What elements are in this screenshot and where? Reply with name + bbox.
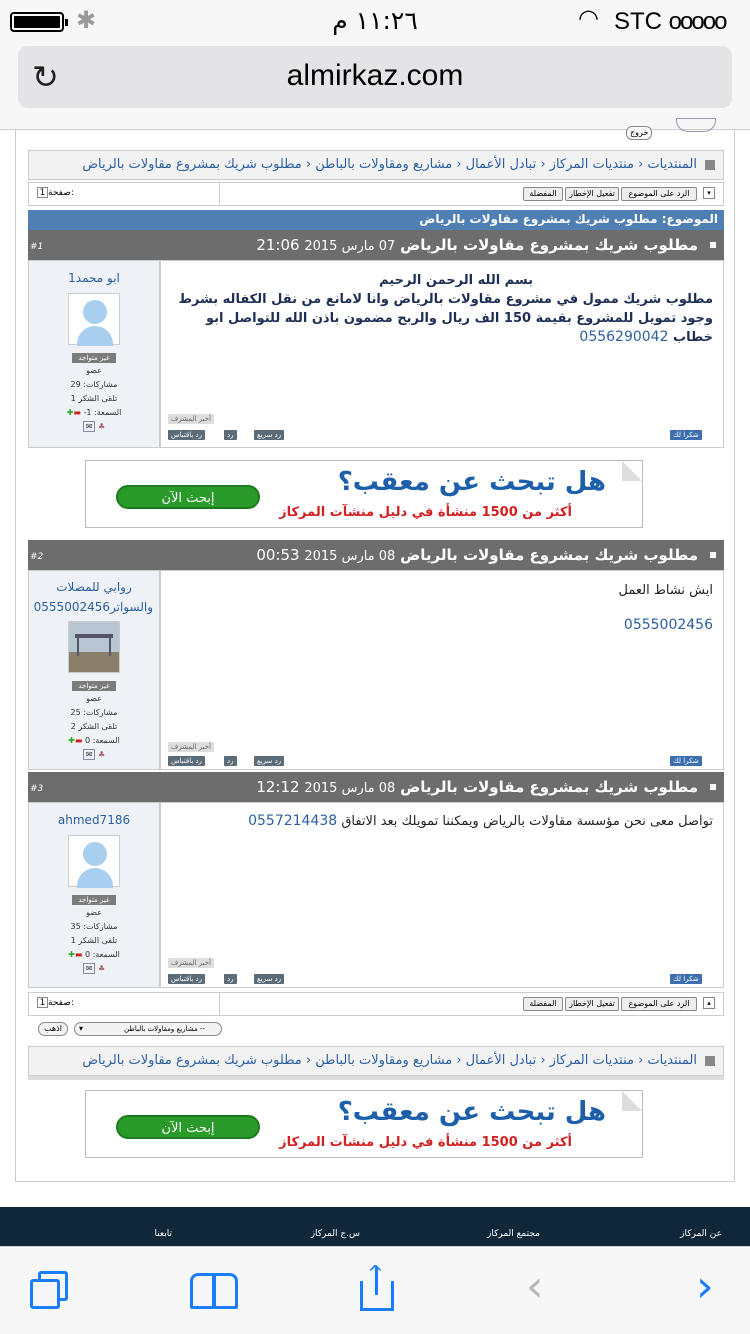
collapse-icon[interactable]: ▴: [703, 997, 715, 1009]
user-posts: مشاركات: 25: [70, 708, 118, 717]
post-header: [28, 230, 724, 260]
stamp-icon: ♣: [98, 750, 106, 759]
tabs-icon[interactable]: [30, 1271, 70, 1311]
pager: [34, 997, 74, 1008]
address-bar[interactable]: [18, 46, 732, 108]
quick-reply-button[interactable]: رد سريع: [254, 756, 284, 766]
post-text-line: مطلوب شريك ممول في مشروع مقاولات بالرياض وانا لامانع من نقل الكفاله بشرط: [178, 292, 713, 307]
signal-icon: ooooo: [668, 8, 726, 35]
thanks-button[interactable]: شكرا لك: [670, 756, 702, 766]
thread-toolbar: [28, 182, 724, 206]
chevron-down-icon: ▾: [79, 1024, 84, 1033]
carrier-label: STC ooooo: [614, 8, 726, 35]
ad-banner[interactable]: [85, 1090, 643, 1158]
browser-toolbar: [0, 1246, 750, 1334]
ad-search-button[interactable]: إبحث الآن: [116, 485, 260, 509]
topic-title-bar: الموضوع: مطلوب شريك بمشروع مقاولات بالرياض: [28, 210, 724, 230]
user-panel: [28, 570, 160, 770]
logout-button[interactable]: خروج: [626, 126, 652, 140]
breadcrumb-text[interactable]: المنتديات ‹ منتديات المركاز ‹ تبادل الأعمال ‹ مشاريع ومقاولات بالباطن ‹ مطلوب شريك بمشروع مقاولات بالرياض: [82, 1053, 697, 1068]
user-thanks: تلقى الشكر 1: [70, 936, 118, 945]
report-button[interactable]: أخبر المشرف: [168, 742, 214, 752]
bookmarks-icon[interactable]: [190, 1269, 240, 1313]
quote-reply-button[interactable]: رد باقتباس: [168, 756, 205, 766]
footer-link[interactable]: مجتمع المركاز: [487, 1229, 540, 1239]
breadcrumb-bottom: [28, 1046, 724, 1076]
stamp-icon: ♣: [98, 964, 106, 973]
user-rating: السمعة: 0 ▬✚: [68, 736, 120, 745]
post-text-line: وجود تمويل للمشروع بقيمة 150 الف ريال والربح مضمون باذن الله للتواصل ابو: [205, 311, 713, 326]
plus-icon: ✚: [68, 950, 75, 959]
url-text[interactable]: almirkaz.com: [286, 59, 464, 92]
username[interactable]: ahmed7186: [57, 813, 131, 827]
ad-headline: هل تبحث عن معقب؟: [337, 467, 606, 497]
stamp-icon: ♣: [98, 422, 106, 431]
reply-button[interactable]: رد: [224, 756, 237, 766]
forum-page: [15, 130, 735, 1182]
post-greeting: بسم الله الرحمن الرحيم: [379, 273, 533, 288]
post-text-line: تواصل معى نحن مؤسسة مقاولات بالرياض ويمكننا تمويلك بعد الاتفاق 0557214438: [248, 813, 713, 829]
avatar[interactable]: [68, 835, 120, 887]
post-number[interactable]: #2: [30, 552, 44, 562]
user-rating: السمعة: 1- ▬✚: [66, 408, 122, 417]
avatar[interactable]: [68, 621, 120, 673]
reload-icon[interactable]: ↻: [32, 58, 59, 96]
quote-reply-button[interactable]: رد باقتباس: [168, 430, 205, 440]
post-number[interactable]: #1: [30, 242, 44, 252]
post-text-line: خطاب 0556290042: [579, 329, 713, 345]
message-icon: ✉: [83, 421, 96, 432]
post-body: [160, 570, 724, 770]
bluetooth-icon: ✱: [76, 7, 97, 34]
pager: [34, 187, 74, 198]
minus-icon: ▬: [73, 408, 81, 417]
post-date: 08 مارس 2015: [304, 549, 396, 564]
phone-link[interactable]: 0555002456: [623, 617, 713, 633]
thanks-button[interactable]: شكرا لك: [670, 974, 702, 984]
plus-icon: ✚: [68, 736, 75, 745]
breadcrumb-icon: [705, 160, 715, 170]
post-icon: [710, 784, 716, 790]
username[interactable]: ابو محمد1: [68, 271, 120, 285]
user-icons: [29, 962, 159, 976]
collapse-icon[interactable]: ▾: [703, 187, 715, 199]
user-icons: [29, 748, 159, 762]
footer-link[interactable]: س.ج المركاز: [310, 1229, 360, 1239]
quick-reply-button[interactable]: رد سريع: [254, 974, 284, 984]
post-number[interactable]: #3: [30, 784, 44, 794]
post-title: مطلوب شريك بمشروع مقاولات بالرياض: [400, 236, 698, 254]
user-rating: السمعة: 0 ▬✚: [68, 950, 120, 959]
back-icon[interactable]: ‹: [526, 1261, 544, 1312]
breadcrumb-text[interactable]: المنتديات ‹ منتديات المركاز ‹ تبادل الأعمال ‹ مشاريع ومقاولات بالباطن ‹ مطلوب شريك بمشروع مقاولات بالرياض: [82, 157, 697, 172]
footer-link[interactable]: تابعنا: [154, 1229, 172, 1239]
post-icon: [710, 242, 716, 248]
page-label: صفحة:: [48, 188, 74, 198]
report-button[interactable]: أخبر المشرف: [168, 958, 214, 968]
thread-toolbar-bottom: [28, 992, 724, 1016]
forum-jump-value: -- مشاريع ومقاولات بالباطن: [123, 1025, 205, 1033]
status-badge: غير متواجد: [72, 353, 115, 363]
notify-button[interactable]: تفعيل الإخطار: [565, 997, 619, 1011]
user-panel: [28, 802, 160, 988]
browser-chrome: [0, 40, 750, 130]
ad-subtitle: أكثر من 1500 منشأة في دليل منشآت المركاز: [279, 505, 572, 520]
user-thanks: تلقى الشكر 1: [70, 394, 118, 403]
user-posts: مشاركات: 29: [70, 380, 118, 389]
forward-icon[interactable]: ›: [696, 1261, 714, 1312]
status-time: ١١:٢٦ م: [332, 6, 418, 35]
quote-reply-button[interactable]: رد باقتباس: [168, 974, 205, 984]
post-title: مطلوب شريك بمشروع مقاولات بالرياض: [400, 778, 698, 796]
post-time: 21:06: [256, 236, 300, 254]
post: [28, 570, 724, 770]
post-header: [28, 540, 724, 570]
post-date: 08 مارس 2015: [304, 781, 396, 796]
status-bar: [0, 0, 750, 40]
phone-link[interactable]: 0556290042: [579, 329, 669, 345]
user-thanks: تلقى الشكر 2: [70, 722, 118, 731]
user-panel: [28, 260, 160, 448]
plus-icon: ✚: [66, 408, 74, 417]
username[interactable]: روابي للمضلات والسواتر0555002456: [33, 580, 153, 614]
reply-button[interactable]: رد: [224, 974, 237, 984]
reply-topic-button[interactable]: الرد على الموضوع: [621, 997, 697, 1011]
reply-button[interactable]: رد: [224, 430, 237, 440]
post-date: 07 مارس 2015: [304, 239, 396, 254]
post-time: 12:12: [256, 778, 300, 796]
ad-subtitle: أكثر من 1500 منشأة في دليل منشآت المركاز: [279, 1135, 572, 1150]
minus-icon: ▬: [74, 736, 83, 745]
post-icon: [710, 552, 716, 558]
ad-headline: هل تبحث عن معقب؟: [337, 1097, 606, 1127]
share-icon[interactable]: ^: [358, 1265, 398, 1313]
footer-link[interactable]: عن المركاز: [680, 1229, 722, 1239]
site-footer: [0, 1207, 750, 1247]
post-header: [28, 772, 724, 802]
user-posts: مشاركات: 35: [70, 922, 118, 931]
post-title: مطلوب شريك بمشروع مقاولات بالرياض: [400, 546, 698, 564]
post-text-line: ايش نشاط العمل: [618, 583, 713, 598]
notify-button[interactable]: تفعيل الإخطار: [565, 187, 619, 201]
breadcrumb: [28, 150, 724, 180]
phone-link[interactable]: 0557214438: [248, 813, 338, 829]
quick-reply-button[interactable]: رد سريع: [254, 430, 284, 440]
breadcrumb-icon: [705, 1056, 715, 1066]
post-body: [160, 802, 724, 988]
favorite-button[interactable]: المفضلة: [523, 997, 563, 1011]
post-time: 00:53: [256, 546, 300, 564]
user-role: عضو: [86, 908, 102, 917]
ad-search-button[interactable]: إبحث الآن: [116, 1115, 260, 1139]
user-role: عضو: [86, 366, 102, 375]
header-graphic: [676, 118, 716, 132]
ad-banner[interactable]: [85, 460, 643, 528]
wifi-icon: ◠: [578, 5, 599, 32]
go-button[interactable]: اذهب: [38, 1022, 68, 1036]
report-button[interactable]: أخبر المشرف: [168, 414, 214, 424]
thanks-button[interactable]: شكرا لك: [670, 430, 702, 440]
message-icon: ✉: [83, 963, 96, 974]
page-number[interactable]: 1: [37, 997, 48, 1008]
favorite-button[interactable]: المفضلة: [523, 187, 563, 201]
minus-icon: ▬: [74, 950, 83, 959]
message-icon: ✉: [83, 749, 96, 760]
post: [28, 260, 724, 448]
status-badge: غير متواجد: [72, 895, 115, 905]
forum-jump-select[interactable]: [74, 1022, 222, 1036]
user-role: عضو: [86, 694, 102, 703]
reply-topic-button[interactable]: الرد على الموضوع: [621, 187, 697, 201]
post: [28, 802, 724, 988]
user-icons: [29, 420, 159, 434]
page-number[interactable]: 1: [37, 187, 48, 198]
avatar[interactable]: [68, 293, 120, 345]
status-badge: غير متواجد: [72, 681, 115, 691]
post-body: [160, 260, 724, 448]
page-label: صفحة:: [48, 998, 74, 1008]
